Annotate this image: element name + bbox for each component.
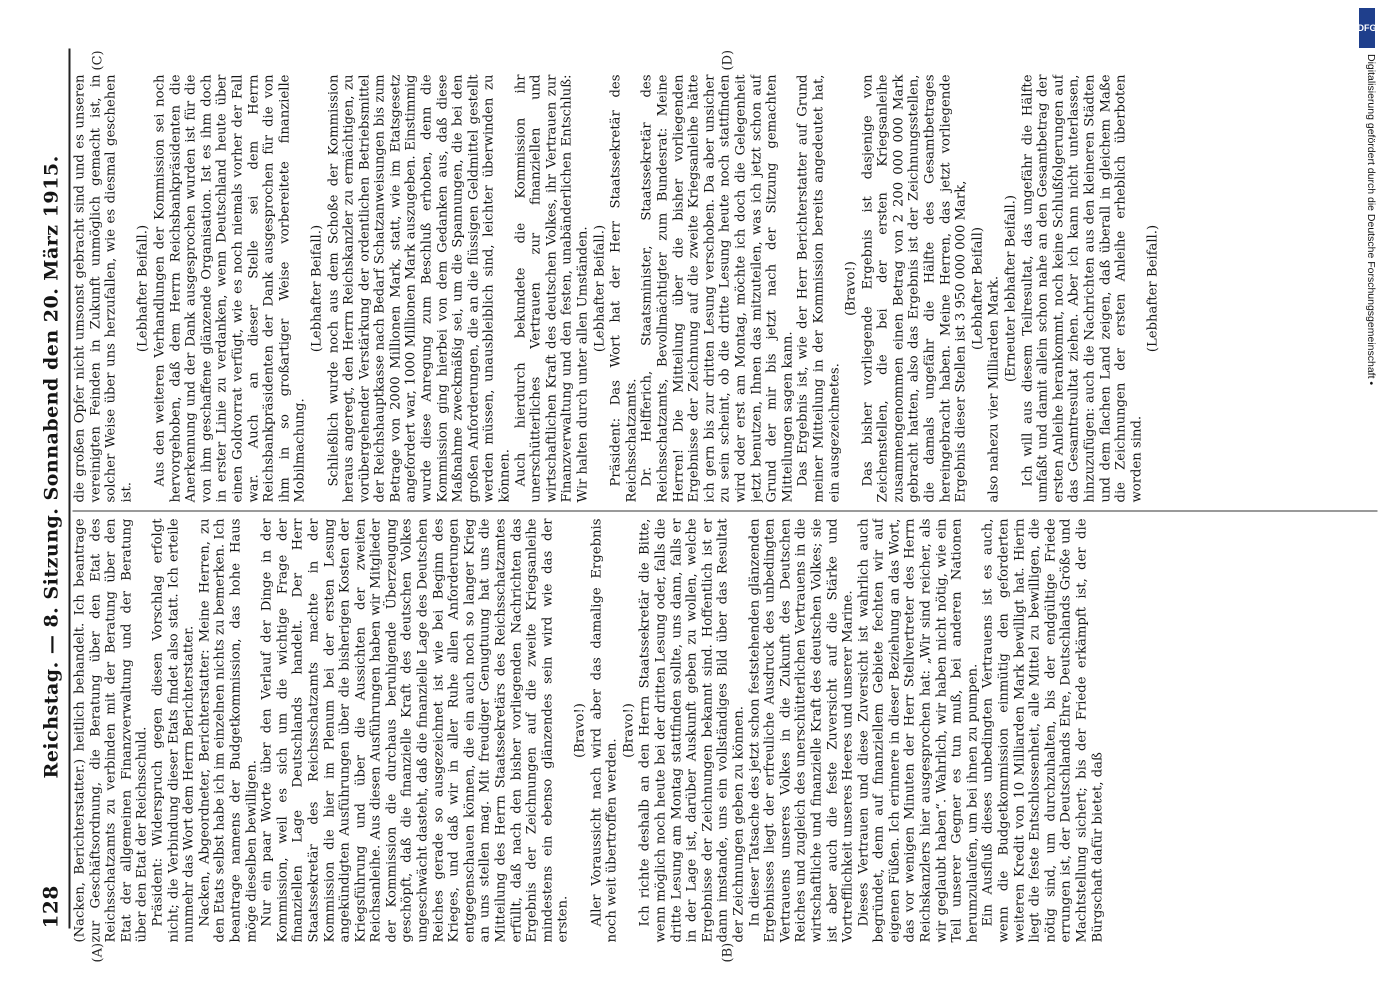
applause-note: (Bravo!) xyxy=(572,702,587,758)
paragraph: Schließlich wurde noch aus dem Schoße der Kommission heraus angeregt, den Herrn Reichskanzler zu ermächtigen, zu vorübergehender Verstärkung der ordentlichen Betriebsmittel der Reichshauptkasse nach Bedarf Schatzanweisungen bis zum Betrage von 2000 Millionen Mark, statt, wie im Etatsgesetz angefordert war, 1000 Millionen Mark auszugeben. Einstimmig wurde diese Anregung zum Beschluß erhoben, denn die Kommission ging hierbei von dem Gedanken aus, daß diese Maßnahme zweckmäßig sei, um die Spannungen, die bei den großen Anforderungen, die an die flüssigen Geldmittel gestellt werden müssen, unausbleiblich sind, leichter überwinden zu können. xyxy=(325,74,513,502)
paragraph: die großen Opfer nicht umsonst gebracht sind und es unseren vereinigten Feinden in Zukunft unmöglich gemacht ist, in solcher Weise über uns herzufallen, wie es diesmal geschehen ist. xyxy=(72,74,134,502)
dfg-credit-text: Digitalisierung gefördert durch die Deutsche Forschungsgemeinschaft • xyxy=(1365,54,1377,386)
applause-note: (Lebhafter Beifall.) xyxy=(591,224,607,352)
applause-note: (Bravo!) xyxy=(843,260,859,316)
applause-note: (Lebhafter Beifall.) xyxy=(135,224,151,352)
paragraph: (Nacken, Berichterstatter.) heitlich behandelt. Ich beantrage zur Geschäftsordnung, die Beratung über den Etat des Reichsschatzamts zu verbinden mit der Beratung über den Etat der allgemeinen Finanzverwaltung und der Beratung über den Etat der Reichsschuld. xyxy=(72,518,150,942)
paragraph: also nahezu vier Milliarden Mark. xyxy=(986,275,1002,502)
margin-letter-b: (B) xyxy=(720,942,735,962)
paragraph: Auch hierdurch bekundete die Kommission ihr unerschütterliches Vertrauen zur finanziellen und wirtschaftlichen Kraft des deutschen Volkes, ihr Vertrauen zur Finanzverwaltung und den festen, unabänderlichen Entschluß: Wir halten durch unter allen Umständen. xyxy=(512,74,590,502)
margin-letter-a: (A) xyxy=(90,942,105,962)
paragraph: Präsident: Widerspruch gegen diesen Vorschlag erfolgt nicht; die Verbindung dieser Etats findet also statt. Ich erteile nunmehr das Wort dem Herrn Berichterstatter. xyxy=(149,518,197,942)
paragraph: Nur ein paar Worte über den Verlauf der Dinge in der Kommission, weil es sich um die wichtige Frage der finanziellen Lage Deutschlands handelt. Der Herr Staatssekretär des Reichsschatzamts machte in der Kommission die hier im Plenum bei der ersten Lesung angekündigten Ausführungen über die bisherigen Kosten der Kriegsführung und über die Aussichten der zweiten Reichsanleihe. Aus diesen Ausführungen haben wir Mitglieder der Kommission die durchaus beruhigende Überzeugung geschöpft, daß die finanzielle Kraft des deutschen Volkes ungeschwächt dasteht, daß die finanzielle Lage des Deutschen Reiches gerade so ausgezeichnet ist wie bei Beginn des Krieges, und daß wir in aller Ruhe allen Anforderungen entgegenschauen können, die ein auch noch so langer Krieg an uns stellen mag. Mit freudiger Genugtuung hat uns die Mitteilung des Herrn Staatssekretärs des Reichsschatzamtes erfüllt, daß nach den bisher vorliegenden Nachrichten das Ergebnis der Zeichnungen auf die zweite Kriegsanleihe mindestens ein ebenso glänzendes sein wird wie das der ersten. xyxy=(259,518,571,942)
paragraph: Nacken, Abgeordneter, Berichterstatter: Meine Herren, zu den Etats selbst habe ich im einzelnen nichts zu bemerken. Ich beantrage namens der Budgetkommission, das hohe Haus möge dieselben bewilligen. xyxy=(196,518,259,942)
page-number: 128 xyxy=(38,884,62,928)
page-title: Reichstag. — 8. Sitzung. Sonnabend den 20. März 1915. xyxy=(40,154,62,778)
right-column xyxy=(72,74,1371,502)
applause-note: (Lebhafter Beifall) xyxy=(969,226,985,350)
column-divider xyxy=(72,510,1377,511)
paragraph: Aller Voraussicht nach wird aber das damalige Ergebnis noch weit übertroffen werden. xyxy=(588,518,620,942)
paragraph: Ich richte deshalb an den Herrn Staatssekretär die Bitte, wenn möglich noch heute bei der dritten Lesung oder, falls die dritte Lesung am Montag stattfinden sollte, uns dann, falls er in der Lage ist, darüber Auskunft geben zu wollen, welche Ergebnisse der Zeichnungen bekannt sind. Hoffentlich ist er dann imstande, uns ein vollständiges Bild über das Resultat der Zeichnungen geben zu können. xyxy=(637,518,746,942)
paragraph: Ein Ausfluß dieses unbedingten Vertrauens ist es auch, wenn die Budgetkommission einmütig den geforderten weiteren Kredit von 10 Milliarden Mark bewilligt hat. Hierin liegt die feste Entschlossenheit, alle Mittel zu bewilligen, die nötig sind, um durchzuhalten, bis der endgültige Friede errungen ist, der Deutschlands Ehre, Deutschlands Größe und Machtstellung sichert; bis der Friede erkämpft ist, der die Bürgschaft dafür bietet, daß xyxy=(980,518,1105,942)
paragraph: Ich will aus diesem Teilresultat, das ungefähr die Hälfte umfaßt und damit allein schon nahe an den Gesamtbetrag der ersten Anleihe herankommt, noch keine Schlußfolgerungen auf das Gesamtresultat ziehen. Aber ich kann nicht unterlassen, hinzuzufügen: auch die Nachrichten aus den kleineren Städten und dem flachen Land zeigen, daß überall in gleichem Maße die Zeichnungen der ersten Anleihe erheblich überboten worden sind. xyxy=(1019,74,1144,502)
applause-note: (Bravo!) xyxy=(620,702,636,758)
margin-letter-c: (C) xyxy=(90,49,105,70)
applause-note: (Lebhafter Beifall.) xyxy=(308,224,324,352)
paragraph: Präsident: Das Wort hat der Herr Staatssekretär des Reichsschatzamts. xyxy=(608,74,639,502)
dfg-logo xyxy=(1359,8,1375,48)
margin-letter-d: (D) xyxy=(720,49,735,70)
dfg-credit xyxy=(1363,54,1379,814)
applause-note: (Erneuter lebhafter Beifall.) xyxy=(1003,194,1019,382)
dfg-logo-text: DFG xyxy=(1357,23,1377,33)
paragraph: In dieser Tatsache des jetzt schon feststehenden glänzenden Ergebnisses liegt der erfreuliche Ausdruck des unbedingten Vertrauens unseres Volkes in die Zukunft des Deutschen Reiches und zugleich des unerschütterlichen Vertrauens in die wirtschaftliche und finanzielle Kraft des deutschen Volkes; sie ist aber auch die feste Zuversicht auf die Stärke und Vortrefflichkeit unseres Heeres und unserer Marine. xyxy=(746,518,856,942)
left-column xyxy=(72,518,1371,942)
paragraph: Aus den weiteren Verhandlungen der Kommission sei noch hervorgehoben, daß dem Herrn Reichsbankpräsidenten die Anerkennung und der Dank ausgesprochen wurden ist für die von ihm geschaffene glänzende Organisation. Ist es ihm doch in erster Linie zu verdanken, wenn Deutschland heute über einen Goldvorrat verfügt, wie es noch niemals vorher der Fall war. Auch an dieser Stelle sei dem Herrn Reichsbankpräsidenten der Dank ausgesprochen für die von ihm in so großartiger Weise vorbereitete finanzielle Mobilmachung. xyxy=(151,74,308,502)
running-head xyxy=(18,48,70,928)
paragraph: Dieses Vertrauen und diese Zuversicht ist wahrlich auch begründet, denn auf finanziellem Gebiete fechten wir auf eigenen Füßen. Ich erinnere in dieser Beziehung an das Wort, das vor wenigen Minuten der Herr Stellvertreter des Herrn Reichskanzlers hier ausgesprochen hat: „Wir sind reicher, als wir geglaubt haben“. Wahrlich, wir haben nicht nötig, wie ein Teil unserer Gegner es tun muß, bei anderen Nationen herumzulaufen, um bei ihnen zu pumpen. xyxy=(855,518,980,942)
paragraph: Dr. Helfferich, Staatsminister, Staatssekretär des Reichsschatzamts, Bevollmächtigter zum Bundesrat: Meine Herren! Die Mitteilung über die bisher vorliegenden Ergebnisse der Zeichnung auf die zweite Kriegsanleihe hätte ich gern bis zur dritten Lesung verschoben. Da aber unsicher zu sein scheint, ob die dritte Lesung heute noch stattfinden wird oder erst am Montag, möchte ich doch die Gelegenheit jetzt benutzen, Ihnen das mitzuteilen, was ich jetzt schon auf Grund der mir bis jetzt nach der Sitzung gemachten Mitteilungen sagen kann. xyxy=(639,74,795,502)
applause-note: (Lebhafter Beifall.) xyxy=(1145,224,1161,352)
paragraph: Das bisher vorliegende Ergebnis ist dasjenige von Zeichenstellen, die bei der ersten Kriegsanleihe zusammengenommen einen Betrag von 2 200 000 000 Mark gebracht hatten, also das Ergebnis ist der Zeichnungsstellen, die damals ungefähr die Hälfte des Gesamtbetrages hereingebracht haben. Meine Herren, das jetzt vorliegende Ergebnis dieser Stellen ist 3 950 000 000 Mark, xyxy=(859,74,969,502)
paragraph: Das Ergebnis ist, wie der Herr Berichterstatter auf Grund meiner Mitteilung in der Kommission bereits angedeutet hat, ein ausgezeichnetes. xyxy=(795,74,842,502)
